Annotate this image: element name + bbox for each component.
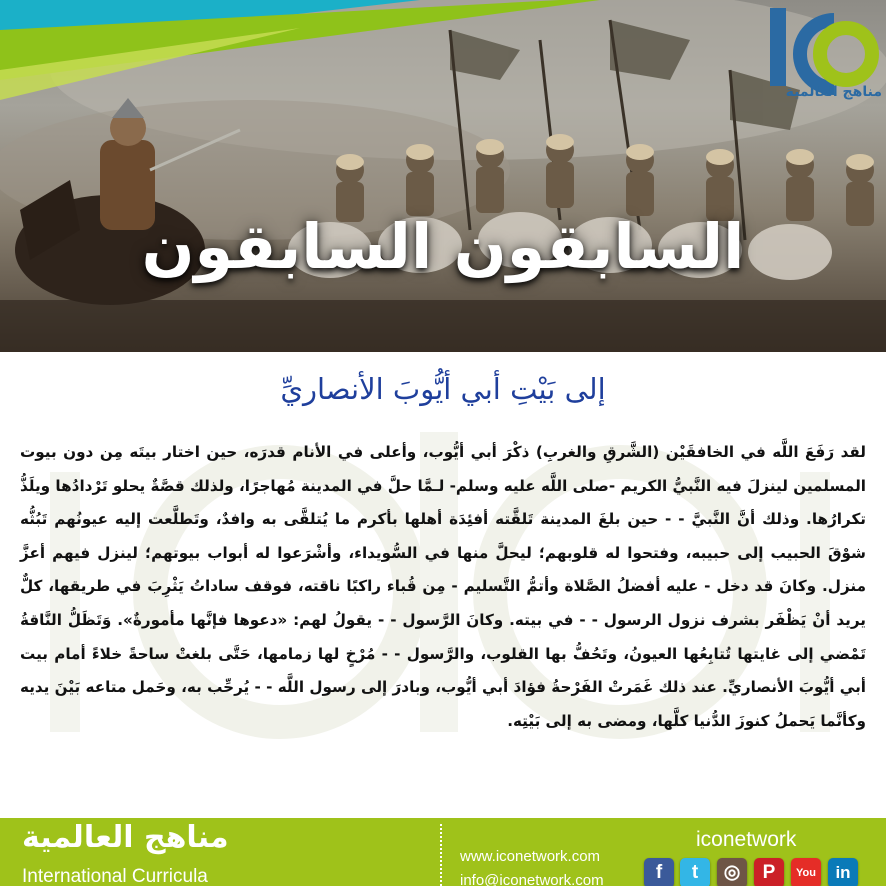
youtube-icon[interactable]: You — [791, 858, 821, 886]
footer-divider — [440, 824, 442, 886]
facebook-icon[interactable]: f — [644, 858, 674, 886]
website-link[interactable]: www.iconetwork.com — [460, 848, 601, 865]
twitter-icon[interactable]: t — [680, 858, 710, 886]
email-link[interactable]: info@iconetwork.com — [460, 872, 604, 886]
hero-title: السابقون السابقون — [141, 210, 745, 283]
footer-latin-name: International Curricula — [22, 866, 208, 886]
footer-arabic-name: مناهج العالمية — [22, 820, 229, 855]
logo-arabic-name: مناهج العالمية — [785, 84, 882, 100]
linkedin-icon[interactable]: in — [828, 858, 858, 886]
footer-brand: iconetwork — [696, 828, 797, 851]
article-body: لقد رَفَعَ اللَّه في الخافقَيْن (الشَّرقِ والغربِ) ذكْرَ أبي أيُّوب، وأعلى في الأنام قدرَه، حين اختار بيتَه مِن دون بيوت المسلمين لينزلَ فيه النَّبيُّ الكريم -صلى اللَّه عليه وسلم- لـمَّا حلَّ في المدينة مُهاجرًا، ولذلك قصَّةٌ يحلو تَرْدادُها ويلَذُّ تكرارُها. وذلك أنَّ النَّبيَّ - - حين بلغَ المدينة تَلقَّته أفئِدَة أهلها بأكرم ما يُتلقَّى به وافدٌ، وتَطلَّعت إليه عيونُهم تَبُثُّه شوْقَ الحبيب إلى حبيبه، وفتحوا له قلوبهم؛ ليحلَّ منها في السُّويداء، وأشْرَعوا له أبواب بيوتهم؛ لينزل فيهم أعزَّ منزل. وكانَ قد دخل - عليه أفضلُ الصَّلاة وأتمُّ التَّسليم - مِن قُباء راكبًا ناقته، فوقف ساداتُ يَثْرِبَ في طريقها، كلٌّ يريد أنْ يَظْفَر بشرف نزول الرسول - - في بيته. وكانَ الرَّسول - - يقولُ لهم: «دعوها فإنَّها مأمورةٌ». وَتَظَلُّ النَّاقةُ تَمْضي إلى غايتها تُتابِعُها العيونُ، وتَحُفُّ بها القلوب، والرَّسول - - مُرْخٍ لها زمامها، حَتَّى بلغتْ ساحةً خلاءً أمام بيت أبي أيُّوبَ الأنصاريِّ. عند ذلك غَمَرتْ الفَرْحةُ فؤادَ أبي أيُّوب، وبادرَ إلى رسول اللَّه - - يُرحِّب به، وحَمل متاعه بَيْنَ يديه وكأنَّما يَحملُ كنوزَ الدُّنيا كلَّها، ومضى به إلى بَيْتِه. — [19, 443, 866, 730]
instagram-icon[interactable]: ◎ — [717, 858, 747, 886]
article-title: إلى بَيْتِ أبي أيُّوبَ الأنصاريِّ — [280, 372, 606, 406]
footer-bar — [0, 818, 886, 886]
iconetwork-logo — [768, 6, 880, 118]
article-section — [0, 352, 886, 818]
pinterest-icon[interactable]: P — [754, 858, 784, 886]
cavalry-scene-image — [0, 0, 886, 352]
hero-banner — [0, 0, 886, 352]
